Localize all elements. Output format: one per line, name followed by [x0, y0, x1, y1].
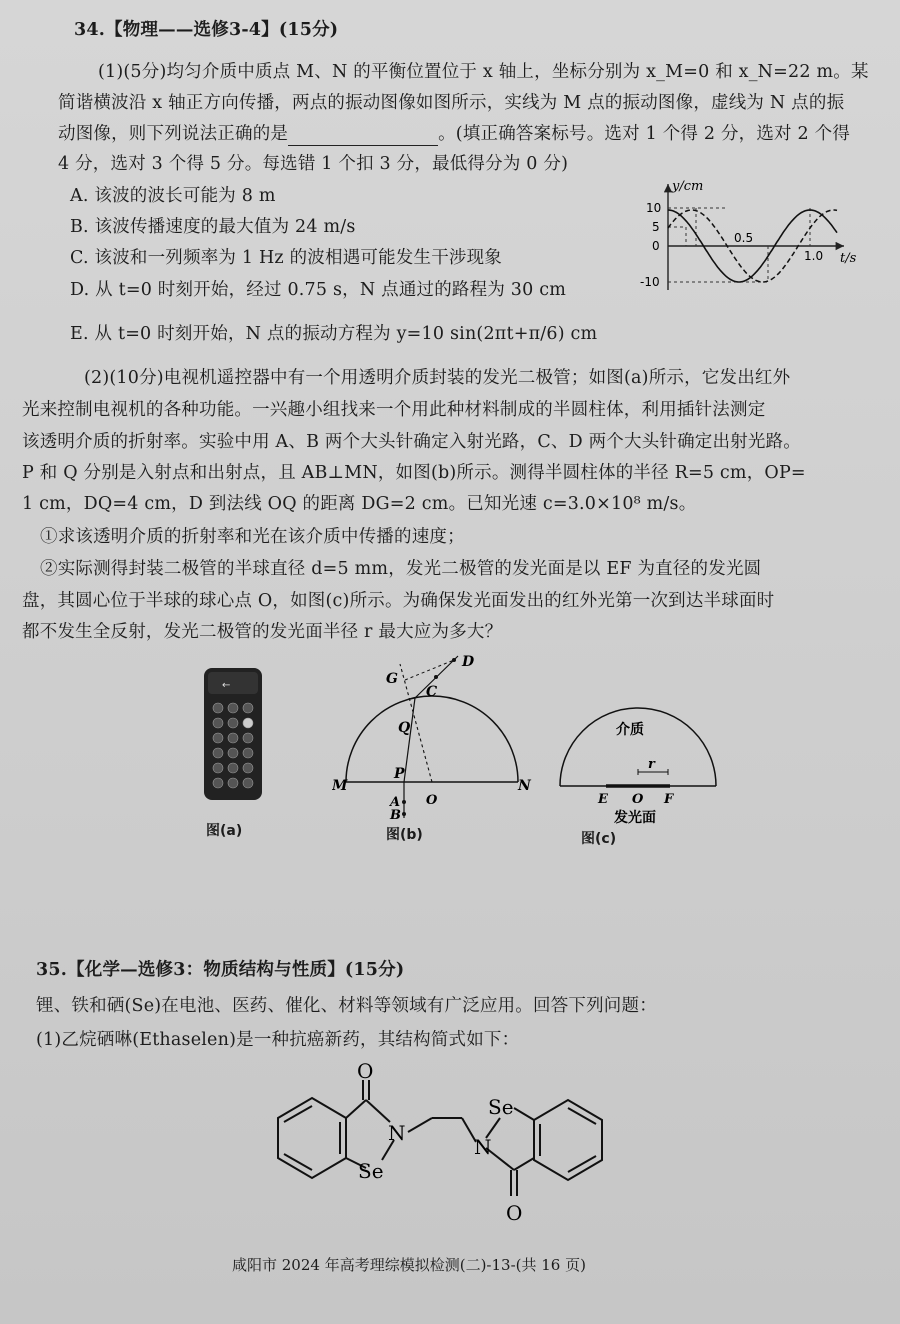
- label-e: E: [598, 792, 608, 807]
- label-g: G: [386, 671, 398, 687]
- option-c: C. 该波和一列频率为 1 Hz 的波相遇可能发生干涉现象: [70, 248, 502, 268]
- x-axis-label: t/s: [840, 251, 857, 266]
- atom-o-left: O: [357, 1060, 374, 1083]
- remote-button: [213, 718, 223, 728]
- label-c: C: [426, 684, 438, 700]
- q34-p1-line3-b: 。(填正确答案标号。选对 1 个得 2 分，选对 2 个得: [438, 124, 851, 144]
- x-tick-0-5: 0.5: [734, 231, 754, 245]
- q35-heading: 35.【化学—选修3：物质结构与性质】(15分): [36, 960, 405, 980]
- q34-p2-line6: ①求该透明介质的折射率和光在该介质中传播的速度；: [40, 527, 465, 547]
- remote-button: [243, 703, 253, 713]
- remote-button: [213, 703, 223, 713]
- remote-button: [243, 778, 253, 788]
- atom-se-right: Se: [488, 1095, 514, 1119]
- label-m: M: [332, 778, 348, 794]
- atom-se-left: Se: [358, 1159, 384, 1183]
- caption-c: 图(c): [581, 831, 617, 847]
- caption-b: 图(b): [386, 827, 423, 843]
- option-d: D. 从 t=0 时刻开始，经过 0.75 s，N 点通过的路程为 30 cm: [70, 280, 567, 300]
- option-e: E. 从 t=0 时刻开始，N 点的振动方程为 y=10 sin(2πt+π/6) cm: [70, 324, 598, 344]
- remote-button: [228, 718, 238, 728]
- vibration-graph: [628, 178, 860, 296]
- remote-button: [213, 748, 223, 758]
- q34-p2-line1: (2)(10分)电视机遥控器中有一个用透明介质封装的发光二极管；如图(a)所示，它发出红外: [84, 368, 791, 388]
- svg-text:←: ←: [222, 680, 231, 691]
- remote-button: [228, 748, 238, 758]
- atom-o-right: O: [506, 1201, 523, 1225]
- remote-button: [243, 733, 253, 743]
- y-axis-label: y/cm: [672, 179, 704, 194]
- atom-n-left: N: [388, 1121, 406, 1145]
- q34-p2-line3: 该透明介质的折射率。实验中用 A、B 两个大头针确定入射光路，C、D 两个大头针确定出射光路。: [22, 432, 802, 452]
- remote-button: [228, 778, 238, 788]
- remote-button: [213, 763, 223, 773]
- q34-p2-line5: 1 cm，DQ=4 cm，D 到法线 OQ 的距离 DG=2 cm。已知光速 c=3.0×10⁸ m/s。: [22, 494, 697, 514]
- q35-sub1: (1)乙烷硒啉(Ethaselen)是一种抗癌新药，其结构简式如下：: [36, 1030, 520, 1050]
- label-a: A: [390, 795, 401, 810]
- y-tick-10: 10: [646, 201, 662, 215]
- q34-heading: 34.【物理——选修3-4】(15分): [74, 20, 339, 40]
- figure-a-remote: [198, 664, 270, 804]
- remote-button: [243, 748, 253, 758]
- option-a: A. 该波的波长可能为 8 m: [70, 186, 276, 206]
- q34-p1-line4: 4 分，选对 3 个得 5 分。每选错 1 个扣 3 分，最低得分为 0 分): [58, 154, 569, 174]
- label-o-c: O: [632, 792, 644, 807]
- q34-p1-line3: [58, 122, 850, 146]
- label-b: B: [390, 808, 401, 822]
- y-tick-5: 5: [652, 220, 660, 234]
- label-n: N: [518, 778, 531, 794]
- label-d: D: [462, 654, 475, 670]
- q34-p2-line2: 光来控制电视机的各种功能。一兴趣小组找来一个用此种材料制成的半圆柱体，利用插针法测定: [22, 400, 766, 420]
- q34-p1-line2: 简谐横波沿 x 轴正方向传播，两点的振动图像如图所示，实线为 M 点的振动图像，虚线为 N 点的振: [58, 93, 845, 113]
- option-b: B. 该波传播速度的最大值为 24 m/s: [70, 217, 356, 237]
- q34-p2-line4: P 和 Q 分别是入射点和出射点，且 AB⊥MN，如图(b)所示。测得半圆柱体的半径 R=5 cm，OP=: [22, 463, 806, 483]
- answer-blank[interactable]: [288, 127, 438, 146]
- q34-p2-line8: 盘，其圆心位于半球的球心点 O，如图(c)所示。为确保发光面发出的红外光第一次到达半球面时: [22, 591, 775, 611]
- atom-n-right: N: [474, 1135, 492, 1159]
- label-medium: 介质: [616, 722, 644, 738]
- q35-intro: 锂、铁和硒(Se)在电池、医药、催化、材料等领域有广泛应用。回答下列问题：: [36, 996, 657, 1016]
- remote-button: [228, 733, 238, 743]
- label-f: F: [664, 792, 674, 807]
- remote-button: [213, 778, 223, 788]
- page-footer: 咸阳市 2024 年高考理综模拟检测(二)-13-(共 16 页): [232, 1256, 586, 1274]
- q34-p2-line9: 都不发生全反射，发光二极管的发光面半径 r 最大应为多大？: [22, 622, 503, 642]
- remote-button: [243, 718, 253, 728]
- remote-button: [243, 763, 253, 773]
- remote-button: [228, 703, 238, 713]
- caption-a: 图(a): [206, 823, 243, 839]
- q34-p1-line3-a: 动图像，则下列说法正确的是: [58, 124, 289, 144]
- x-tick-1-0: 1.0: [804, 249, 824, 263]
- label-r: r: [648, 757, 655, 772]
- label-surface: 发光面: [614, 810, 656, 826]
- y-tick-minus10: -10: [640, 275, 660, 289]
- label-p: P: [394, 766, 405, 782]
- ethaselen-structure: [262, 1060, 622, 1230]
- q34-p1-line1: (1)(5分)均匀介质中质点 M、N 的平衡位置位于 x 轴上，坐标分别为 x_M=0 和 x_N=22 m。某: [98, 62, 869, 82]
- figure-b-semicylinder: [332, 650, 532, 822]
- q34-p2-line7: ②实际测得封装二极管的半球直径 d=5 mm，发光二极管的发光面是以 EF 为直径的发光圆: [40, 559, 762, 579]
- remote-button: [213, 733, 223, 743]
- label-o: O: [426, 793, 438, 808]
- remote-button: [228, 763, 238, 773]
- label-q: Q: [398, 720, 411, 736]
- figure-c-hemisphere: [556, 686, 726, 826]
- y-tick-0: 0: [652, 239, 660, 253]
